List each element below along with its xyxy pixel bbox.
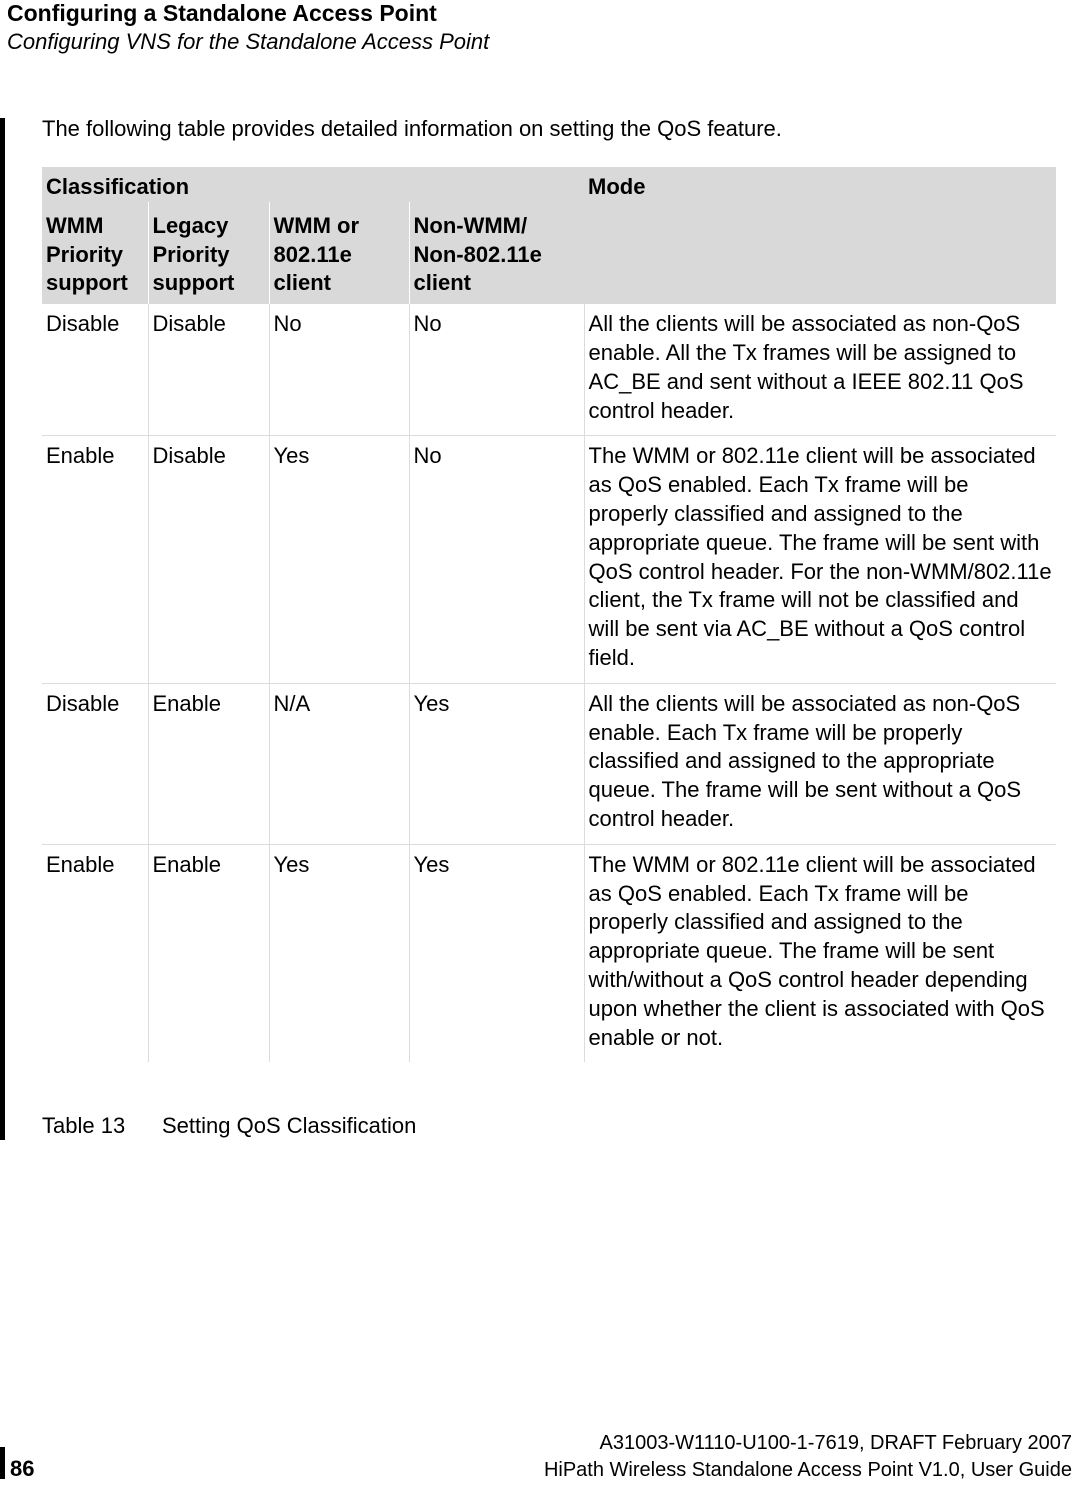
legacy-priority-cell: Disable xyxy=(148,304,269,436)
page-header-title: Configuring a Standalone Access Point xyxy=(7,0,437,26)
mode-cell: The WMM or 802.11e client will be associated as QoS enabled. Each Tx frame will be properly classified and assigned to the appropriate queue. The frame will be sent with/without a QoS control header depending upon whether the client is associated with QoS enable or not. xyxy=(584,844,1056,1062)
non-wmm-client-cell: No xyxy=(409,436,584,683)
mode-cell: The WMM or 802.11e client will be associated as QoS enabled. Each Tx frame will be properly classified and assigned to the appropriate queue. The frame will be sent with QoS control header. For the non-WMM/802.11e client, the Tx frame will not be classified and will be sent via AC_BE without a QoS control field. xyxy=(584,436,1056,683)
wmm-priority-support-header: WMM Priority support xyxy=(42,202,148,304)
legacy-priority-cell: Enable xyxy=(148,683,269,844)
mode-column-header: Mode xyxy=(584,167,1056,304)
table-row xyxy=(42,683,1056,844)
non-wmm-client-cell: No xyxy=(409,304,584,436)
wmm-priority-cell: Enable xyxy=(42,844,148,1062)
non-wmm-client-cell: Yes xyxy=(409,683,584,844)
legacy-priority-support-header: Legacy Priority support xyxy=(148,202,269,304)
table-caption-number: Table 13 xyxy=(42,1113,126,1138)
legacy-priority-cell: Enable xyxy=(148,844,269,1062)
legacy-priority-cell: Disable xyxy=(148,436,269,683)
footer-doc-title: HiPath Wireless Standalone Access Point V1.0, User Guide xyxy=(543,1459,1072,1481)
wmm-client-cell: Yes xyxy=(269,436,409,683)
wmm-priority-cell: Disable xyxy=(46,311,120,337)
wmm-client-cell: No xyxy=(269,304,409,436)
wmm-priority-cell: Disable xyxy=(42,683,148,844)
mode-cell: All the clients will be associated as non-QoS enable. All the Tx frames will be assigned to AC_BE and sent without a IEEE 802.11 QoS control header. xyxy=(584,304,1056,436)
table-group-header-row xyxy=(42,167,1056,202)
wmm-client-cell: Yes xyxy=(269,844,409,1062)
page-header-subtitle: Configuring VNS for the Standalone Access Point xyxy=(7,29,490,54)
non-wmm-client-header: Non-WMM/ Non-802.11e client xyxy=(409,202,584,304)
change-bar-footer xyxy=(0,1447,5,1479)
change-bar xyxy=(0,118,5,1140)
footer-doc-id: A31003-W1110-U100-1-7619, DRAFT February 2007 xyxy=(599,1432,1072,1454)
wmm-client-header: WMM or 802.11e client xyxy=(269,202,409,304)
qos-classification-table xyxy=(42,167,1056,1062)
classification-group-header: Classification xyxy=(42,167,584,202)
intro-paragraph: The following table provides detailed information on setting the QoS feature. xyxy=(42,116,782,141)
mode-cell: All the clients will be associated as non-QoS enable. Each Tx frame will be properly classified and assigned to the appropriate queue. The frame will be sent without a QoS control header. xyxy=(584,683,1056,844)
table-row xyxy=(42,436,1056,683)
table-caption-title: Setting QoS Classification xyxy=(162,1113,417,1138)
table-caption xyxy=(42,1112,416,1140)
table-row xyxy=(42,304,1056,436)
wmm-priority-cell: Enable xyxy=(42,436,148,683)
non-wmm-client-cell: Yes xyxy=(409,844,584,1062)
wmm-client-cell: N/A xyxy=(269,683,409,844)
page-number: 86 xyxy=(10,1456,35,1481)
table-row xyxy=(42,844,1056,1062)
